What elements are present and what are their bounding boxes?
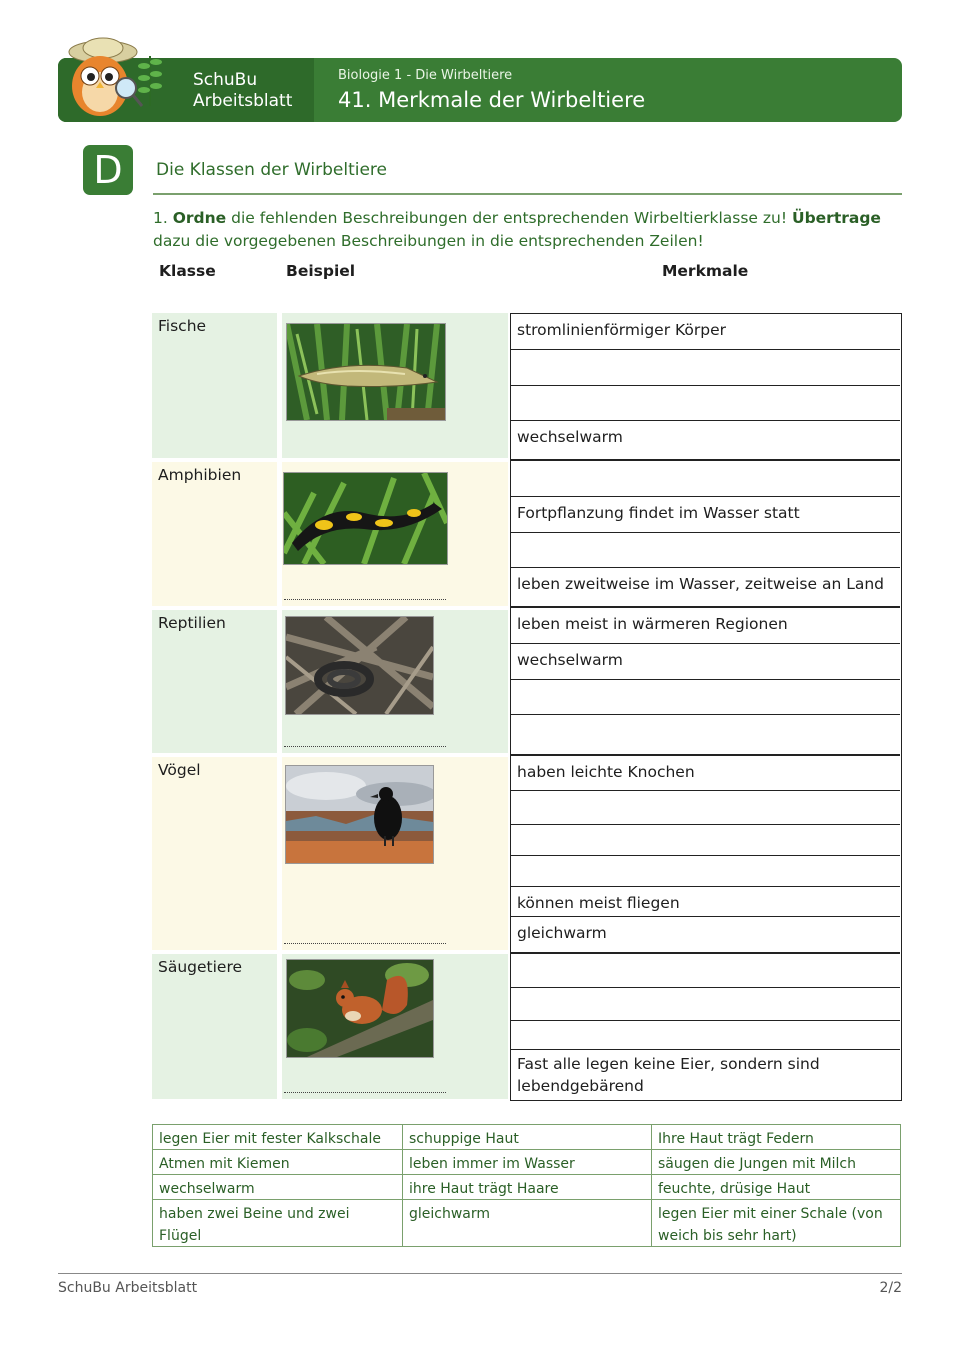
word-bank-item: ihre Haut trägt Haare	[403, 1175, 651, 1200]
merkmal-row[interactable]: können meist fliegen	[511, 887, 900, 917]
section-letter-badge: D	[83, 145, 133, 195]
header-subtitle: Biologie 1 - Die Wirbeltiere	[338, 68, 513, 83]
section-divider	[153, 193, 902, 195]
word-bank-item: gleichwarm	[409, 1206, 491, 1222]
column-header-merkmale: Merkmale	[662, 262, 749, 280]
word-bank-column	[652, 1125, 900, 1246]
brand-line-2: Arbeitsblatt	[193, 91, 293, 111]
word-bank-item: leben immer im Wasser	[403, 1150, 651, 1175]
merkmal-row[interactable]: leben zweitweise im Wasser, zeitweise an Land	[511, 568, 900, 608]
example-cell-voegel	[282, 757, 508, 950]
merkmal-row[interactable]: leben meist in wärmeren Regionen	[511, 608, 900, 644]
column-header-klasse: Klasse	[159, 262, 216, 280]
page-number: 2/2	[879, 1280, 902, 1296]
merkmal-row[interactable]: wechselwarm	[511, 644, 900, 680]
word-bank-item: wechselwarm	[153, 1175, 402, 1200]
merkmal-row[interactable]	[511, 715, 900, 756]
class-cell-amphibien	[152, 462, 277, 606]
merkmal-row[interactable]: Fortpflanzung findet im Wasser statt	[511, 497, 900, 533]
owl-explorer-mascot-icon	[58, 36, 178, 124]
merkmal-row[interactable]: haben leichte Knochen	[511, 756, 900, 791]
word-bank-item: schuppige Haut	[403, 1125, 651, 1150]
merkmal-row[interactable]	[511, 461, 900, 497]
task-verb-2: Übertrage	[791, 209, 881, 227]
merkmal-row[interactable]	[511, 680, 900, 715]
column-header-beispiel: Beispiel	[286, 262, 356, 280]
class-cell-reptilien	[152, 610, 277, 753]
footer-brand: SchuBu Arbeitsblatt	[58, 1280, 198, 1296]
task-verb-1: Ordne	[172, 209, 227, 227]
task-text-1: die fehlenden Beschreibungen der entsprechenden Wirbeltierklasse zu!	[226, 209, 792, 227]
example-cell-reptilien	[282, 610, 508, 753]
answer-dotted-line[interactable]	[284, 1090, 446, 1093]
footer-divider	[58, 1273, 902, 1274]
class-label: Vögel	[158, 761, 201, 779]
answer-dotted-line[interactable]	[284, 744, 446, 747]
worksheet-header	[58, 58, 902, 122]
grass-snake-photo	[285, 616, 434, 715]
word-bank-item: Ihre Haut trägt Federn	[652, 1125, 900, 1150]
pike-fish-photo	[286, 323, 446, 421]
header-title: 41. Merkmale der Wirbeltiere	[338, 88, 646, 112]
class-label: Reptilien	[158, 614, 226, 632]
class-label: Säugetiere	[158, 958, 243, 976]
class-label: Amphibien	[158, 466, 242, 484]
class-cell-voegel	[152, 757, 277, 950]
example-cell-amphibien	[282, 462, 508, 606]
class-cell-saeugetiere	[152, 954, 277, 1099]
fire-salamander-photo	[283, 472, 448, 565]
merkmale-table	[510, 313, 902, 1101]
example-cell-saeugetiere	[282, 954, 508, 1099]
merkmal-row[interactable]: Fast alle legen keine Eier, sondern sind lebendgebärend	[517, 1055, 820, 1095]
word-bank-item: haben zwei Beine und zwei Flügel	[159, 1206, 350, 1244]
task-number: 1.	[153, 209, 168, 227]
brand-line-1: SchuBu	[193, 70, 258, 90]
merkmal-row[interactable]: stromlinienförmiger Körper	[511, 314, 900, 350]
word-bank-item: Atmen mit Kiemen	[153, 1150, 402, 1175]
merkmal-row[interactable]	[511, 825, 900, 856]
word-bank-column	[153, 1125, 403, 1246]
class-cell-fische	[152, 313, 277, 458]
merkmal-row[interactable]	[511, 988, 900, 1021]
merkmal-row[interactable]	[511, 791, 900, 825]
merkmal-row[interactable]	[511, 954, 900, 988]
raven-photo	[285, 765, 434, 864]
task-instruction	[153, 207, 905, 253]
word-bank-item: säugen die Jungen mit Milch	[652, 1150, 900, 1175]
merkmal-row[interactable]	[511, 1021, 900, 1050]
task-text-2: dazu die vorgegebenen Beschreibungen in die entsprechenden Zeilen!	[153, 232, 704, 250]
word-bank-item: legen Eier mit fester Kalkschale	[153, 1125, 402, 1150]
example-cell-fische	[282, 313, 508, 458]
word-bank-item: legen Eier mit einer Schale (von weich bis sehr hart)	[658, 1206, 883, 1244]
answer-dotted-line[interactable]	[284, 941, 446, 944]
class-label: Fische	[158, 317, 207, 335]
merkmal-row[interactable]	[511, 350, 900, 386]
word-bank	[152, 1124, 901, 1247]
section-title: Die Klassen der Wirbeltiere	[156, 160, 388, 180]
merkmal-row[interactable]	[511, 386, 900, 421]
merkmal-row[interactable]	[511, 533, 900, 568]
red-squirrel-photo	[286, 959, 434, 1058]
merkmal-row[interactable]	[511, 856, 900, 887]
merkmal-row[interactable]: wechselwarm	[511, 421, 900, 461]
merkmal-row[interactable]: gleichwarm	[511, 917, 900, 954]
word-bank-item: feuchte, drüsige Haut	[652, 1175, 900, 1200]
answer-dotted-line[interactable]	[284, 597, 446, 600]
word-bank-column	[403, 1125, 652, 1246]
